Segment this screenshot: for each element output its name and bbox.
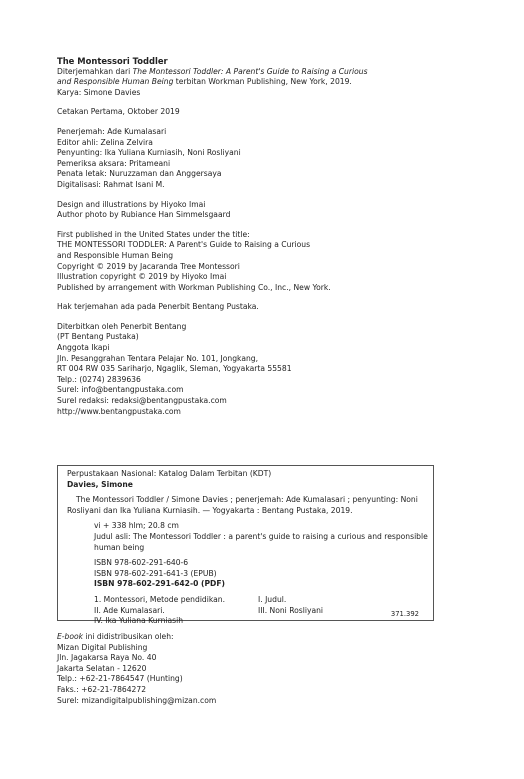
original-subtitle-italic: and Responsible Human Being: [57, 77, 174, 87]
publisher-website: http://www.bentangpustaka.com: [57, 406, 181, 416]
distributor-name: Mizan Digital Publishing: [57, 642, 148, 652]
distributor-fax: Faks.: +62-21-7864272: [57, 684, 147, 694]
publisher-line: Jln. Pesanggrahan Tentara Pelajar No. 101, Jongkang,: [57, 353, 259, 363]
publisher-phone: Telp.: (0274) 2839636: [57, 374, 141, 384]
credit-expert-editor: Editor ahli: Zelina Zelvira: [57, 137, 153, 147]
cip-subject: IV. Ika Yuliana Kurniasih: [94, 616, 184, 626]
distributor-phone: Telp.: +62-21-7864547 (Hunting): [57, 674, 183, 684]
original-pub-line: THE MONTESSORI TODDLER: A Parent's Guide to Raising a Curious: [57, 240, 311, 250]
original-pub-line: Published by arrangement with Workman Publishing Co., Inc., New York.: [57, 282, 331, 292]
translation-source-line-1: [57, 67, 477, 78]
cip-subject-row: [67, 606, 423, 617]
distributor-email: Surel: mizandigitalpublishing@mizan.com: [57, 695, 217, 705]
cip-isbn: ISBN 978-602-291-640-6: [94, 558, 189, 568]
cip-original-title: human being: [94, 542, 145, 552]
cip-isbn-epub: ISBN 978-602-291-641-3 (EPUB): [94, 568, 217, 578]
cip-description: Rosliyani dan Ika Yuliana Kurniasih. — Yogyakarta : Bentang Pustaka, 2019.: [67, 505, 353, 515]
publisher-email: Surel: info@bentangpustaka.com: [57, 385, 184, 395]
original-pub-line: Copyright © 2019 by Jacaranda Tree Montessori: [57, 261, 240, 271]
original-title-italic: The Montessori Toddler: A Parent's Guide to Raising a Curious: [132, 66, 368, 76]
book-title: The Montessori Toddler: [57, 56, 168, 66]
cip-subject: I. Judul.: [258, 594, 287, 604]
publisher-line: (PT Bentang Pustaka): [57, 332, 139, 342]
cip-header: Perpustakaan Nasional: Katalog Dalam Terbitan (KDT): [67, 469, 272, 478]
edition-line: Cetakan Pertama, Oktober 2019: [57, 107, 180, 117]
publisher-line: RT 004 RW 035 Sariharjo, Ngaglik, Sleman, Yogyakarta 55581: [57, 364, 292, 374]
translation-source-line-2: [57, 77, 477, 88]
ebook-distribution: [57, 632, 216, 706]
photo-credit: Author photo by Rubiance Han Simmelsgaard: [57, 210, 231, 220]
translation-prefix: Diterjemahkan dari: [57, 66, 133, 76]
original-publication: [57, 230, 477, 294]
cip-catalog-box: [57, 465, 434, 626]
publisher-line: Diterbitkan oleh Penerbit Bentang: [57, 321, 187, 331]
cip-description: The Montessori Toddler / Simone Davies ; penerjemah: Ade Kumalasari ; penyunting: Noni: [76, 495, 418, 505]
cip-subject: II. Ade Kumalasari.: [94, 605, 165, 615]
original-pub-line: First published in the United States under the title:: [57, 229, 250, 239]
distribution-intro: [57, 632, 216, 643]
cip-subject-row: [67, 616, 423, 627]
distribution-intro-text: ini didistribusikan oleh:: [83, 632, 174, 641]
original-pub-line: and Responsible Human Being: [57, 250, 174, 260]
design-credit: Design and illustrations by Hiyoko Imai: [57, 199, 206, 209]
original-pub-line: Illustration copyright © 2019 by Hiyoko Imai: [57, 272, 227, 282]
translation-rights: Hak terjemahan ada pada Penerbit Bentang Pustaka.: [57, 302, 259, 312]
distributor-address: Jln. Jagakarsa Raya No. 40: [57, 653, 157, 663]
cip-author: Davies, Simone: [67, 479, 133, 489]
publisher-info: [57, 322, 477, 417]
cip-pages: vi + 338 hlm; 20.8 cm: [94, 521, 179, 531]
credit-proofreader: Pemeriksa aksara: Pritameani: [57, 158, 171, 168]
translation-publisher: terbitan Workman Publishing, New York, 2019.: [173, 77, 352, 87]
cip-call-number: 371.392: [390, 610, 419, 619]
credit-translator: Penerjemah: Ade Kumalasari: [57, 126, 167, 136]
credits-list: [57, 127, 477, 191]
author-line: Karya: Simone Davies: [57, 87, 141, 97]
cip-subject: 1. Montessori, Metode pendidikan.: [94, 594, 225, 604]
ebook-word: E-book: [57, 632, 84, 641]
cip-subject: III. Noni Rosliyani: [258, 605, 324, 615]
copyright-page: [57, 56, 477, 417]
cip-isbn-pdf: ISBN 978-602-291-642-0 (PDF): [94, 579, 226, 589]
distributor-city: Jakarta Selatan - 12620: [57, 663, 147, 673]
publisher-line: Anggota Ikapi: [57, 343, 110, 353]
credit-layout: Penata letak: Nuruzzaman dan Anggersaya: [57, 169, 222, 179]
cip-original-title: Judul asli: The Montessori Toddler : a parent's guide to raising a curious and responsible: [94, 531, 428, 541]
credit-editors: Penyunting: Ika Yuliana Kurniasih, Noni Rosliyani: [57, 148, 241, 158]
cip-subject-row: [67, 595, 423, 606]
credit-digitization: Digitalisasi: Rahmat Isani M.: [57, 179, 165, 189]
publisher-editorial-email: Surel redaksi: redaksi@bentangpustaka.com: [57, 396, 227, 406]
